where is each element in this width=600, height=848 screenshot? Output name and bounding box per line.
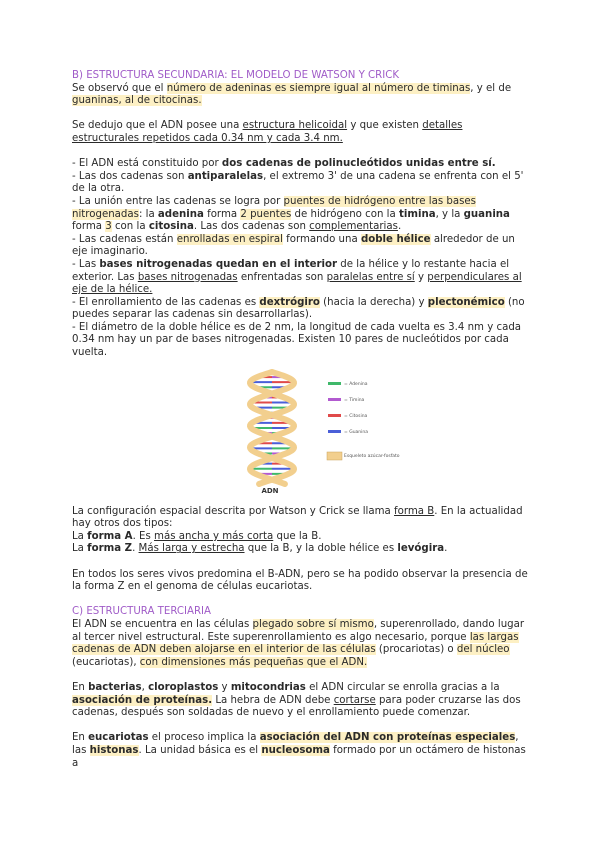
text: que la B, y la doble hélice es xyxy=(244,543,398,555)
paragraph-forma-b xyxy=(72,506,528,531)
paragraph-forma-z xyxy=(72,543,528,556)
text: La xyxy=(72,530,88,542)
paragraph-forma-a xyxy=(72,531,528,544)
text: , y el de xyxy=(470,82,512,94)
bold: bacterias xyxy=(88,681,142,693)
text: . En la actualidad hay otros dos tipos: xyxy=(72,505,523,530)
bold: antiparalelas xyxy=(187,170,264,182)
text: La xyxy=(72,543,88,555)
legend-label-esqueleto: Esqueleto azúcar-fosfato xyxy=(344,453,400,459)
bold: cloroplastos xyxy=(148,681,219,693)
text: (no puedes separar las cadenas sin desarrollarlas). xyxy=(72,296,525,321)
text: de la hélice y lo restante hacia el exterior. Las xyxy=(72,258,510,283)
dna-figure xyxy=(72,368,528,496)
text: , el extremo 3' de una cadena se enfrenta con el 5' de la otra. xyxy=(72,170,524,195)
text: . Es xyxy=(132,530,155,542)
highlight: plectonémico xyxy=(427,296,505,308)
text: alrededor de un eje imaginario. xyxy=(72,233,515,258)
bold: forma Z xyxy=(87,543,133,555)
highlight: número de adeninas es siempre igual al número de timinas xyxy=(166,82,471,94)
text: El ADN se encuentra en las células xyxy=(72,619,253,630)
highlight: asociación del ADN con proteínas especiales xyxy=(259,732,516,744)
list-item-espiral xyxy=(72,234,528,259)
legend-swatch-citosina xyxy=(328,414,341,417)
bold: citosina xyxy=(148,221,194,233)
highlight: las largas cadenas de ADN deben alojarse en el interior de las células xyxy=(72,631,519,656)
bold: adenina xyxy=(157,208,204,220)
text: - La unión entre las cadenas se logra por xyxy=(72,195,284,207)
highlight: 2 puentes xyxy=(240,208,292,220)
legend-swatch-timina xyxy=(328,398,341,401)
highlight: histonas xyxy=(89,744,139,756)
paragraph-observacion xyxy=(72,83,528,108)
list-item-diametro: - El diámetro de la doble hélice es de 2 nm, la longitud de cada vuelta es 3.4 nm y cada 0.34 nm hay un par de bases nitrogenadas. Existen 10 pares de nucleótidos por cada vuelta. xyxy=(72,321,522,359)
text: : la xyxy=(138,208,158,220)
paragraph-bacterias xyxy=(72,682,528,720)
underline: Más larga y estrecha xyxy=(138,543,245,555)
underline: complementarias xyxy=(309,221,398,233)
list-item-antiparalelas xyxy=(72,171,528,196)
text: enfrentadas son xyxy=(237,271,327,283)
underline: forma B xyxy=(394,505,435,517)
text: La configuración espacial descrita por Watson y Crick se llama xyxy=(72,505,395,517)
underline: cortarse xyxy=(333,694,376,706)
highlight: doble hélice xyxy=(360,233,431,245)
figure-legend xyxy=(327,381,400,460)
text: formando una xyxy=(282,233,361,245)
text: el proceso implica la xyxy=(148,732,260,744)
paragraph-b-adn: En todos los seres vivos predomina el B-ADN, pero se ha podido observar la presencia de la forma Z en el genoma de células eucariotas. xyxy=(72,568,528,593)
underline: más ancha y más corta xyxy=(154,530,274,542)
text: - El ADN está constituido por xyxy=(72,158,222,170)
paragraph-eucariotas xyxy=(72,732,528,770)
paragraph-terciaria xyxy=(72,619,528,669)
paragraph-deduccion xyxy=(72,120,528,145)
legend-label-guanina: = Guanina xyxy=(344,429,369,435)
highlight: enrolladas en espiral xyxy=(176,233,283,245)
highlight: puentes de hidrógeno entre las bases nitrogenadas xyxy=(72,195,476,220)
text: (eucariotas), xyxy=(72,656,140,668)
underline: perpendiculares al eje de la hélice. xyxy=(72,271,522,296)
list-item-union xyxy=(72,196,528,234)
section-title-c: C) ESTRUCTURA TERCIARIA xyxy=(72,606,212,618)
text: La hebra de ADN debe xyxy=(212,694,334,706)
bold: eucariotas xyxy=(88,732,149,744)
text: y xyxy=(218,681,231,693)
list-item-bases xyxy=(72,259,528,297)
text: - Las cadenas están xyxy=(72,233,177,245)
bold: guanina xyxy=(463,208,510,220)
highlight: dextrógiro xyxy=(259,296,320,308)
text: (hacia la derecha) y xyxy=(319,296,428,308)
highlight: del núcleo xyxy=(456,644,510,656)
text: En xyxy=(72,732,89,744)
underline: detalles estructurales repetidos cada 0.34 nm y cada 3.4 nm. xyxy=(72,120,463,144)
dna-helix-diagram xyxy=(72,368,528,496)
bold: mitocondrias xyxy=(230,681,306,693)
legend-label-adenina: = Adenina xyxy=(344,381,368,387)
underline: bases nitrogenadas xyxy=(137,271,238,283)
text: forma xyxy=(72,221,106,233)
highlight: asociación de proteínas. xyxy=(72,694,213,706)
text: de hidrógeno con la xyxy=(291,208,399,220)
bold: timina xyxy=(398,208,436,220)
text: formado por un octámero de histonas a xyxy=(72,744,526,769)
highlight: nucleosoma xyxy=(261,744,330,756)
section-title-b: B) ESTRUCTURA SECUNDARIA: EL MODELO DE WATSON Y CRICK xyxy=(72,70,400,81)
text: para poder cruzarse las dos cadenas, después son soldadas de nuevo y el enrollamiento puede comenzar. xyxy=(72,694,521,719)
bold: bases nitrogenadas quedan en el interior xyxy=(99,258,338,270)
text: . xyxy=(132,543,139,555)
text: , xyxy=(141,681,149,693)
text: y xyxy=(414,271,428,283)
highlight: 3 xyxy=(105,221,112,233)
text: el ADN circular se enrolla gracias a la xyxy=(305,681,500,693)
list-item-enrollamiento xyxy=(72,297,528,322)
text: Se dedujo que el ADN posee una xyxy=(72,120,243,132)
text: - El enrollamiento de las cadenas es xyxy=(72,296,260,308)
text: forma xyxy=(203,208,241,220)
text: que la B. xyxy=(273,530,322,542)
text: . xyxy=(397,221,402,233)
legend-swatch-adenina xyxy=(328,382,341,385)
text: , las xyxy=(72,732,519,756)
text: . La unidad básica es el xyxy=(138,744,262,756)
legend-label-citosina: = Citosina xyxy=(344,413,368,419)
bold: levógira xyxy=(397,543,445,555)
text: (procariotas) o xyxy=(375,644,457,656)
text: y que existen xyxy=(347,120,423,132)
text: con la xyxy=(111,221,149,233)
text: , superenrollado, dando lugar al tercer nivel estructural. Este superenrollamiento es algo necesario, porque xyxy=(72,619,525,643)
bold: dos cadenas de polinucleótidos unidas entre sí. xyxy=(221,158,496,170)
text: - Las xyxy=(72,258,100,270)
highlight: con dimensiones más pequeñas que el ADN. xyxy=(139,656,368,668)
bold: forma A xyxy=(87,530,133,542)
legend-swatch-guanina xyxy=(328,430,341,433)
text: En xyxy=(72,681,89,693)
highlight: plegado sobre sí mismo xyxy=(252,619,374,630)
document-page xyxy=(72,70,528,770)
text: . Las dos cadenas son xyxy=(193,221,310,233)
legend-swatch-esqueleto xyxy=(327,452,342,460)
text: , y la xyxy=(435,208,464,220)
underline: estructura helicoidal xyxy=(242,120,348,132)
text: Se observó que el xyxy=(72,82,167,94)
text: . xyxy=(444,543,448,555)
legend-label-timina: = Timina xyxy=(344,397,365,403)
underline: paralelas entre sí xyxy=(326,271,415,283)
list-item-cadenas xyxy=(72,158,528,171)
figure-label: ADN xyxy=(261,486,279,495)
text: - Las dos cadenas son xyxy=(72,170,188,182)
highlight: guaninas, al de citocinas. xyxy=(72,95,202,107)
